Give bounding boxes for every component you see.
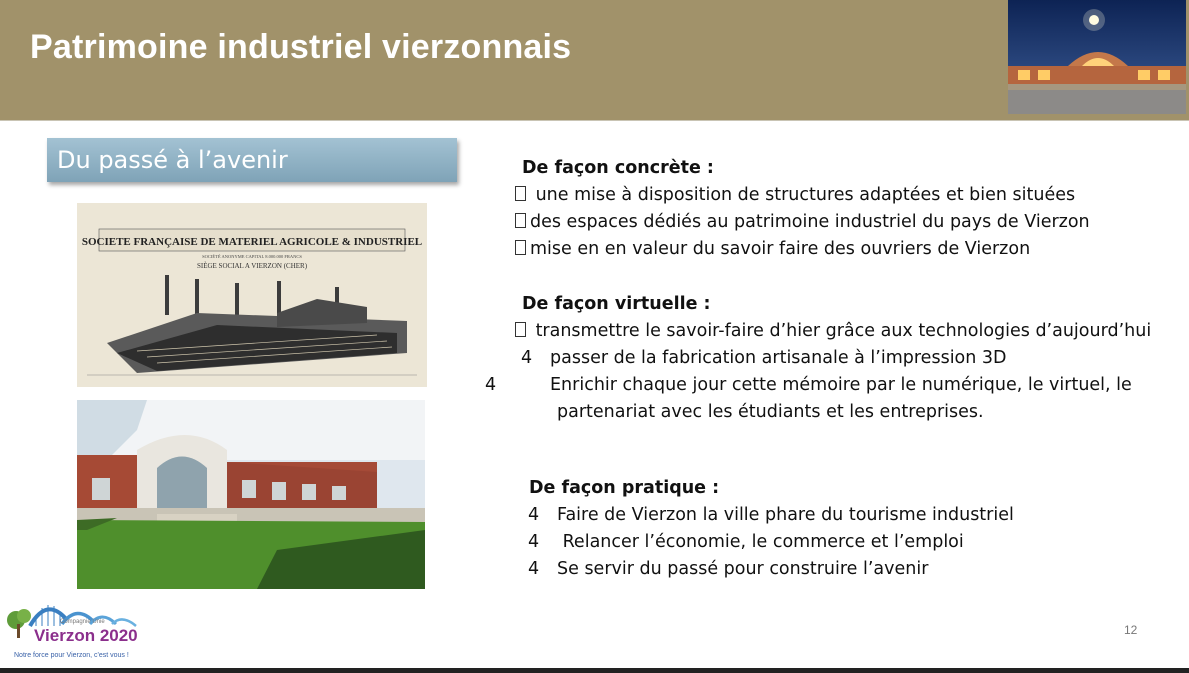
list-item: mise en en valeur du savoir faire des ouvriers de Vierzon: [515, 236, 1090, 263]
slide-header: [0, 0, 1189, 121]
logo-small-text: Compagnie Unie: [60, 619, 105, 625]
halle-building-photo: [77, 400, 425, 589]
section-heading: De façon virtuelle :: [522, 294, 711, 314]
logo-tagline: Notre force pour Vierzon, c'est vous !: [14, 652, 129, 659]
list-bullet: 4: [528, 559, 540, 579]
night-building-photo: [1008, 0, 1186, 114]
list-item: transmettre le savoir-faire d’hier grâce aux technologies d’aujourd’hui: [515, 318, 1157, 345]
list-item: des espaces dédiés au patrimoine industriel du pays de Vierzon: [515, 209, 1090, 236]
engraving-capital: SOCIÉTÉ ANONYME CAPITAL 8.000.000 FRANCS: [202, 254, 302, 259]
missing-glyph-bullet: [515, 186, 526, 201]
section-concrete: [515, 155, 1090, 263]
factory-engraving-image: [77, 203, 427, 387]
list-bullet: 4: [521, 348, 533, 368]
list-item: 4 Se servir du passé pour construire l’avenir: [515, 556, 1014, 583]
logo-name: Vierzon 2020: [34, 626, 138, 645]
subtitle-text: Du passé à l’avenir: [57, 146, 288, 174]
list-bullet: 4: [485, 375, 497, 395]
section-heading: De façon pratique :: [529, 478, 720, 498]
list-bullet: 4: [528, 532, 540, 552]
list-item: 4 Enrichir chaque jour cette mémoire par le numérique, le virtuel, le partenariat avec les étudiants et les entreprises.: [521, 372, 1157, 426]
bottom-bar: [0, 668, 1189, 673]
list-item: 4 Faire de Vierzon la ville phare du tourisme industriel: [515, 502, 1014, 529]
missing-glyph-bullet: [515, 213, 526, 228]
engraving-seat: SIÈGE SOCIAL A VIERZON (CHER): [196, 262, 308, 270]
missing-glyph-bullet: [515, 240, 526, 255]
page-number: 12: [1124, 623, 1138, 637]
list-item: 4 passer de la fabrication artisanale à l’impression 3D: [515, 345, 1157, 372]
missing-glyph-bullet: [515, 322, 526, 337]
section-virtual: [485, 291, 1157, 426]
list-bullet: 4: [528, 505, 540, 525]
list-item: 4 Relancer l’économie, le commerce et l’emploi: [515, 529, 1014, 556]
list-item: une mise à disposition de structures adaptées et bien situées: [515, 182, 1090, 209]
vierzon-2020-logo: [2, 594, 162, 664]
subtitle-banner: [47, 138, 457, 182]
slide-title: Patrimoine industriel vierzonnais: [30, 28, 572, 66]
section-practical: [515, 475, 1014, 583]
section-heading: De façon concrète :: [522, 158, 714, 178]
engraving-company-name: SOCIETE FRANÇAISE DE MATERIEL AGRICOLE & INDUSTRIEL: [81, 236, 423, 248]
